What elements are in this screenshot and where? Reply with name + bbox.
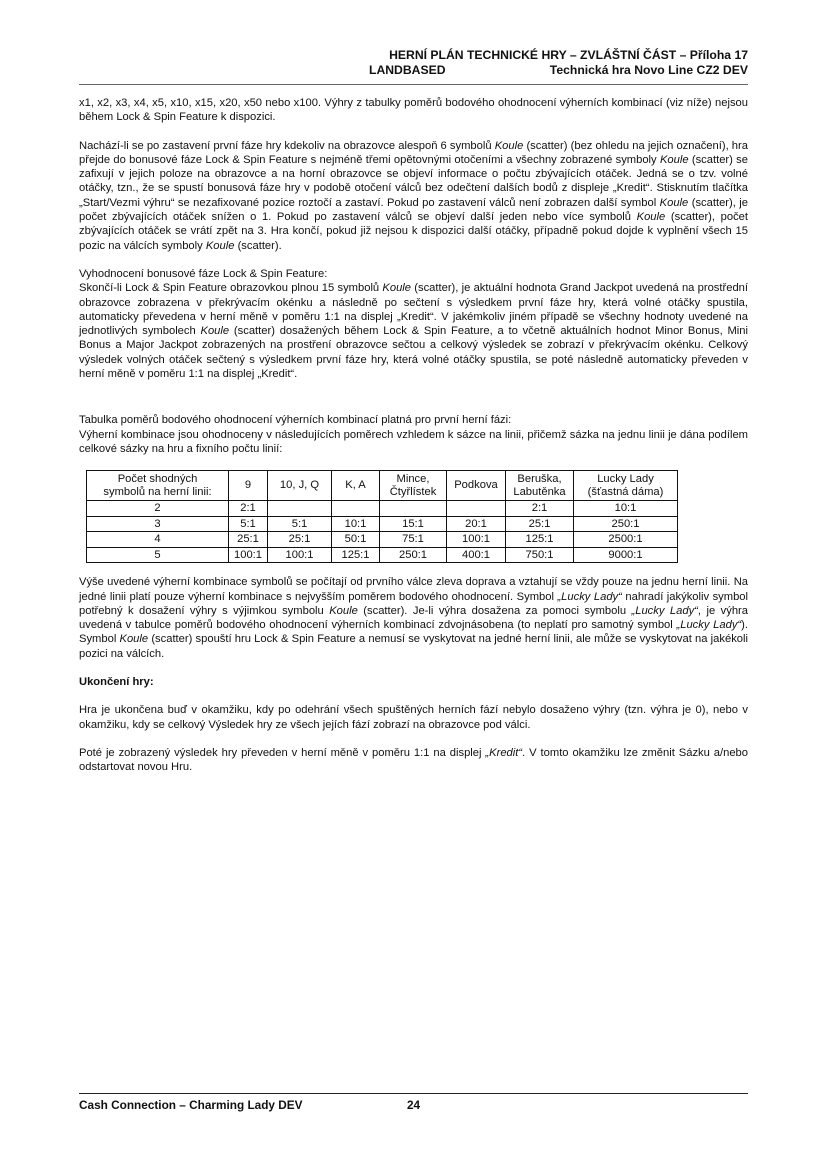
paytable-header-mince: Mince, Čtyřlístek bbox=[380, 471, 447, 501]
table-cell: 10:1 bbox=[332, 516, 380, 532]
header-subtitle: Technická hra Novo Line CZ2 DEV bbox=[549, 63, 748, 77]
symbol-koule: Koule bbox=[636, 211, 666, 224]
table-cell: 25:1 bbox=[506, 516, 574, 532]
table-cell: 250:1 bbox=[574, 516, 678, 532]
table-cell: 2:1 bbox=[506, 501, 574, 517]
paytable-intro-title: Tabulka poměrů bodového ohodnocení výherních kombinací platná pro první herní fázi: bbox=[79, 414, 512, 427]
table-cell bbox=[268, 501, 332, 517]
paytable-header-lucky-lady: Lucky Lady (šťastná dáma) bbox=[574, 471, 678, 501]
symbol-koule: Koule bbox=[494, 139, 524, 152]
section-heading-game-end: Ukončení hry: bbox=[79, 676, 154, 689]
table-cell: 100:1 bbox=[268, 547, 332, 563]
page-footer bbox=[79, 1098, 421, 1112]
table-row bbox=[87, 501, 678, 517]
table-cell: 3 bbox=[87, 516, 229, 532]
page-number: 24 bbox=[407, 1098, 421, 1112]
symbol-koule: Koule bbox=[329, 604, 358, 617]
paragraph-combination-rules: Výše uvedené výherní kombinace symbolů se počítají od prvního válce zleva doprava a vztahují se vždy pouze na jednu herní linii. Na jedné linii platí pouze výherní kombinace s nejvyšším poměrem bodového ohodnocení. Symbol „Lucky Lady“ nahradí jakýkoliv symbol potřebný k dosažení výhry s výjimkou symbolu Koule (scatter). Je-li výhra dosažena za pomoci symbolu „Lucky Lady“, je výhra uvedená v tabulce poměrů bodového ohodnocení výherních kombinací zdvojnásobena (to neplatí pro samotný symbol „Lucky Lady“). Symbol Koule (scatter) spouští hru Lock & Spin Feature a nemusí se vyskytovat na jedné herní linii, ale může se vyskytovat na jakékoli pozici na válcích. bbox=[79, 576, 749, 660]
table-cell: 75:1 bbox=[380, 532, 447, 548]
section-title-evaluation: Vyhodnocení bonusové fáze Lock & Spin Feature: bbox=[79, 267, 328, 280]
page-header bbox=[79, 48, 748, 78]
table-cell: 100:1 bbox=[447, 532, 506, 548]
table-cell: 20:1 bbox=[447, 516, 506, 532]
table-cell bbox=[380, 501, 447, 517]
document-body bbox=[79, 96, 748, 789]
table-row bbox=[87, 547, 678, 563]
paytable-header-beruska: Beruška, Labutěnka bbox=[506, 471, 574, 501]
table-cell: 2:1 bbox=[229, 501, 268, 517]
paytable-header-ka: K, A bbox=[332, 471, 380, 501]
table-cell: 2 bbox=[87, 501, 229, 517]
symbol-koule: Koule bbox=[200, 325, 230, 338]
paragraph-game-end: Hra je ukončena buď v okamžiku, kdy po odehrání všech spuštěných herních fází nebylo dosaženo výhry (tzn. výhra je 0), nebo v okamžiku, kdy se celkový Výsledek hry ze všech jejích fází zobrazí na obrazovce pod válci. bbox=[79, 704, 748, 731]
table-row bbox=[87, 532, 678, 548]
table-cell: 2500:1 bbox=[574, 532, 678, 548]
header-left-tag: LANDBASED bbox=[369, 63, 446, 77]
table-cell bbox=[447, 501, 506, 517]
paragraph-lock-spin-trigger: Nachází-li se po zastavení první fáze hry kdekoliv na obrazovce alespoň 6 symbolů Koule (scatter) (bez ohledu na jejich označení), hra přejde do bonusové fáze Lock & Spin Feature s nejméně třemi opětovnými otočeními a všechny zobrazené symboly Koule (scatter) se zafixují v jejich poloze na obrazovce a na horní obrazovce se objeví informace o počtu zbývajících otáček. Jedná se o tzv. volné otáčky, tzn., že se spustí bonusová fáze hry v podobě otočení válců bez odečtení dalších bodů z displeje „Kredit“. Stisknutím tlačítka „Start/Vezmi výhru“ se nezafixované pozice roztočí a zastaví. Pokud po zastavení válců není zobrazen další symbol Koule (scatter), je počet zbývajících otáček snížen o 1. Pokud po zastavení válců se objeví další jeden nebo více symbolů Koule (scatter), počet zbývajících otáček se vrátí zpět na 3. Hra končí, pokud již nejsou k dispozici další otáčky, případně pokud dojde k vyplnění všech 15 pozic na válcích symboly Koule (scatter). bbox=[79, 139, 749, 252]
paytable-header-9: 9 bbox=[229, 471, 268, 501]
footer-document-name: Cash Connection – Charming Lady DEV bbox=[79, 1098, 303, 1112]
display-kredit: „Kredit“ bbox=[485, 746, 523, 759]
table-cell: 100:1 bbox=[229, 547, 268, 563]
paytable bbox=[86, 470, 678, 563]
table-cell: 5 bbox=[87, 547, 229, 563]
symbol-koule: Koule bbox=[205, 239, 235, 252]
symbol-koule: Koule bbox=[659, 153, 689, 166]
table-cell: 250:1 bbox=[380, 547, 447, 563]
header-divider bbox=[79, 84, 748, 85]
table-cell: 25:1 bbox=[229, 532, 268, 548]
symbol-koule: Koule bbox=[659, 196, 689, 209]
table-cell: 10:1 bbox=[574, 501, 678, 517]
table-cell: 400:1 bbox=[447, 547, 506, 563]
table-cell: 9000:1 bbox=[574, 547, 678, 563]
symbol-koule: Koule bbox=[382, 282, 412, 295]
paytable-header-10jq: 10, J, Q bbox=[268, 471, 332, 501]
table-cell: 5:1 bbox=[268, 516, 332, 532]
table-cell: 750:1 bbox=[506, 547, 574, 563]
table-cell: 4 bbox=[87, 532, 229, 548]
symbol-lucky-lady: „Lucky Lady“ bbox=[631, 604, 698, 617]
table-cell bbox=[332, 501, 380, 517]
symbol-koule: Koule bbox=[119, 633, 149, 646]
paytable-header-podkova: Podkova bbox=[447, 471, 506, 501]
table-cell: 125:1 bbox=[506, 532, 574, 548]
footer-divider bbox=[79, 1093, 748, 1094]
table-cell: 15:1 bbox=[380, 516, 447, 532]
table-cell: 5:1 bbox=[229, 516, 268, 532]
header-title: HERNÍ PLÁN TECHNICKÉ HRY – ZVLÁŠTNÍ ČÁST – Příloha 17 bbox=[389, 48, 748, 62]
table-cell: 125:1 bbox=[332, 547, 380, 563]
table-cell: 25:1 bbox=[268, 532, 332, 548]
table-cell: 50:1 bbox=[332, 532, 380, 548]
paytable-header-count: Počet shodných symbolů na herní linii: bbox=[87, 471, 229, 501]
paytable-intro-text: Výherní kombinace jsou ohodnoceny v následujících poměrech vzhledem k sázce na linii, přičemž sázka na jednu linii je dána podílem celkové sázky na hru a fixního počtu linií: bbox=[79, 428, 748, 455]
paytable-header-row bbox=[87, 471, 678, 501]
paragraph-lock-spin-evaluation: Skončí-li Lock & Spin Feature obrazovkou plnou 15 symbolů Koule (scatter), je aktuální hodnota Grand Jackpot uvedená na prostřední obrazovce zobrazena v překrývacím okénku a následně po sečtení s výsledkem první fáze hry, která volné otáčky spustila, automaticky převedena v herní měně v poměru 1:1 na displej „Kredit“. V jakémkoliv jiném případě se všechny hodnoty uvedené na jednotlivých symbolech Koule (scatter) dosažených během Lock & Spin Feature, a to včetně aktuálních hodnot Minor Bonus, Mini Bonus a Major Jackpot zobrazených na prostření obrazovce sečtou a celkový výsledek se zobrazí v překrývacím okénku. Celkový výsledek volných otáček sečtený s výsledkem první fáze hry, která volné otáčky spustila, se poté následně automaticky převeden v herní měně v poměru 1:1 na displej „Kredit“. bbox=[79, 282, 748, 381]
paragraph-multipliers: x1, x2, x3, x4, x5, x10, x15, x20, x50 nebo x100. Výhry z tabulky poměrů bodového ohodnocení výherních kombinací (viz níže) nejsou během Lock & Spin Feature k dispozici. bbox=[79, 97, 748, 124]
symbol-lucky-lady: „Lucky Lady“ bbox=[557, 590, 622, 603]
symbol-lucky-lady: „Lucky Lady“ bbox=[676, 619, 742, 632]
table-row bbox=[87, 516, 678, 532]
paragraph-result-transfer: Poté je zobrazený výsledek hry převeden v herní měně v poměru 1:1 na displej „Kredit“. V tomto okamžiku lze změnit Sázku a/nebo odstartovat novou Hru. bbox=[79, 746, 748, 774]
